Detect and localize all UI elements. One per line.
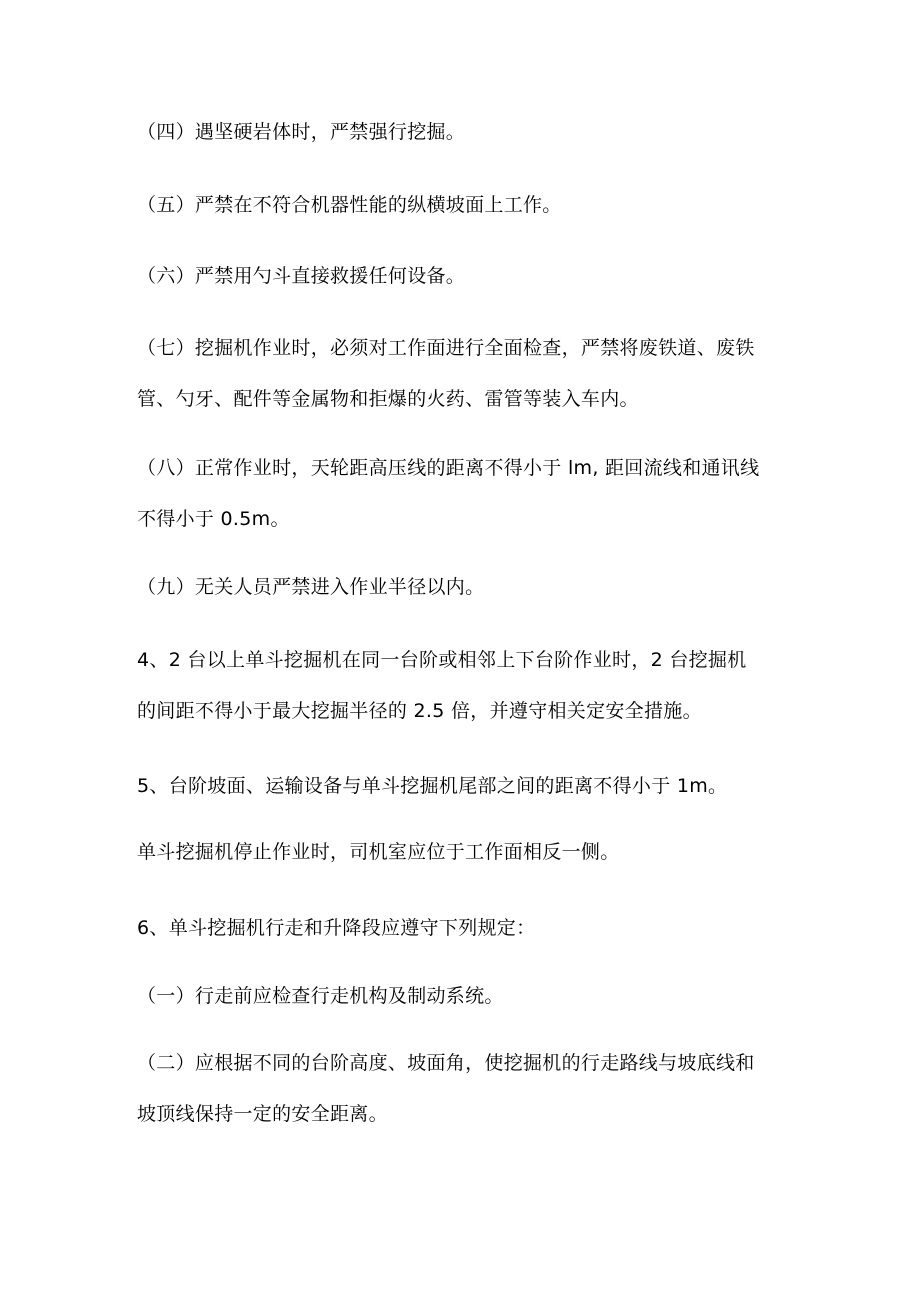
text-line: 4、2 台以上单斗挖掘机在同一台阶或相邻上下台阶作业时，2 台挖掘机	[137, 649, 747, 671]
text-line: （五）严禁在不符合机器性能的纵横坡面上工作。	[137, 194, 562, 216]
text-line: （八）正常作业时，天轮距高压线的距离不得小于 lm, 距回流线和通讯线	[137, 457, 760, 479]
text-line: 管、勺牙、配件等金属物和拒爆的火药、雷管等装入车内。	[137, 388, 639, 410]
text-line: （四）遇坚硬岩体时，严禁强行挖掘。	[137, 121, 466, 143]
text-line: （九）无关人员严禁进入作业半径以内。	[137, 576, 485, 598]
paragraph-item-2	[137, 1038, 797, 1140]
paragraph-item-1	[137, 971, 797, 1022]
text-line: （一）行走前应检查行走机构及制动系统。	[137, 985, 504, 1007]
paragraph-item-8	[137, 443, 797, 545]
text-line: 6、单斗挖掘机行走和升降段应遵守下列规定：	[137, 917, 536, 939]
text-line: （二）应根据不同的台阶高度、坡面角，使挖掘机的行走路线与坡底线和	[137, 1052, 755, 1074]
text-line: 5、台阶坡面、运输设备与单斗挖掘机尾部之间的距离不得小于 1m。	[137, 775, 728, 797]
text-line: （七）挖掘机作业时，必须对工作面进行全面检查，严禁将废铁道、废铁	[137, 337, 755, 359]
paragraph-note	[137, 827, 797, 878]
paragraph-section-6	[137, 903, 797, 954]
text-line: 坡顶线保持一定的安全距离。	[137, 1103, 388, 1125]
text-line: （六）严禁用勺斗直接救援任何设备。	[137, 265, 466, 287]
paragraph-item-6	[137, 251, 797, 302]
paragraph-item-7	[137, 323, 797, 425]
text-line: 单斗挖掘机停止作业时，司机室应位于工作面相反一侧。	[137, 841, 620, 863]
text-line: 的间距不得小于最大挖掘半径的 2.5 倍，并遵守相关定安全措施。	[137, 700, 702, 722]
paragraph-section-5	[137, 761, 797, 812]
paragraph-item-5	[137, 180, 797, 231]
paragraph-item-4	[137, 107, 797, 158]
text-line: 不得小于 0.5m。	[137, 508, 290, 530]
paragraph-item-9	[137, 562, 797, 613]
paragraph-section-4	[137, 635, 797, 737]
